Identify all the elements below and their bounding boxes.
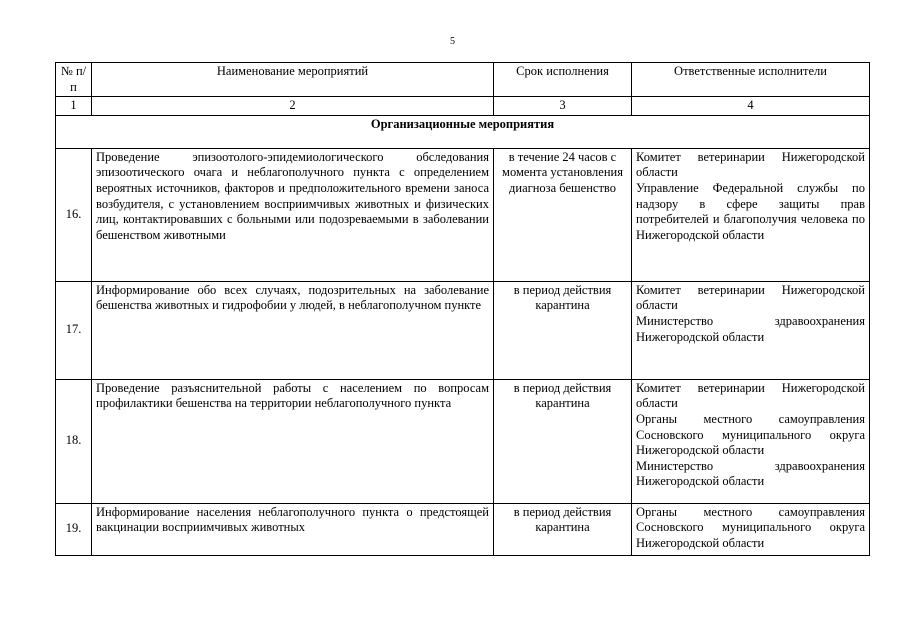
table-row [56,379,870,503]
measure-name: Проведение разъяснительной работы с населением по вопросам профилактики бешенства на территории неблагополучного пункта [92,379,494,503]
measure-name: Информирование обо всех случаях, подозрительных на заболевание бешенства животных и гидрофобии у людей, в неблагополучном пункте [92,281,494,379]
column-index: 2 [92,97,494,116]
responsible-executors [632,148,870,281]
section-row [56,115,870,148]
header-number: № п/п [56,63,92,97]
deadline: в период действия карантина [494,503,632,555]
column-index-row [56,97,870,116]
table-row [56,503,870,555]
page-number: 5 [450,36,455,47]
column-index: 1 [56,97,92,116]
responsible-entry: Комитет ветеринарии Нижегородской области [636,380,865,411]
responsible-entry: Комитет ветеринарии Нижегородской области [636,282,865,313]
responsible-entry: Органы местного самоуправления Сосновского муниципального округа Нижегородской области [636,504,865,550]
section-title: Организационные мероприятия [56,115,870,148]
responsible-entry: Комитет ветеринарии Нижегородской области [636,149,865,180]
row-number: 19. [56,503,92,555]
deadline: в период действия карантина [494,379,632,503]
header-responsible: Ответственные исполнители [632,63,870,97]
responsible-entry: Управление Федеральной службы по надзору в сфере защиты прав потребителей и благополучия человека по Нижегородской области [636,180,865,242]
measures-table [55,62,870,556]
responsible-entry: Органы местного самоуправления Сосновского муниципального округа Нижегородской области [636,411,865,458]
responsible-executors [632,379,870,503]
row-number: 18. [56,379,92,503]
table-row [56,281,870,379]
responsible-entry: Министерство здравоохранения Нижегородской области [636,313,865,344]
table-header-row [56,63,870,97]
row-number: 16. [56,148,92,281]
column-index: 3 [494,97,632,116]
deadline: в период действия карантина [494,281,632,379]
measure-name: Проведение эпизоотолого-эпидемиологического обследования эпизоотического очага и неблагополучного пункта с определением вероятных источников, факторов и предположительного времени заноса возбудителя, с установлением восприимчивых животных и физических лиц, контактировавших с больными или подозреваемыми в заболевании бешенством животными [92,148,494,281]
header-deadline: Срок исполнения [494,63,632,97]
table-row [56,148,870,281]
header-measures: Наименование мероприятий [92,63,494,97]
responsible-executors [632,281,870,379]
measure-name: Информирование населения неблагополучного пункта о предстоящей вакцинации восприимчивых животных [92,503,494,555]
row-number: 17. [56,281,92,379]
responsible-entry: Министерство здравоохранения Нижегородской области [636,458,865,489]
deadline: в течение 24 часов с момента установления диагноза бешенство [494,148,632,281]
responsible-executors [632,503,870,555]
column-index: 4 [632,97,870,116]
